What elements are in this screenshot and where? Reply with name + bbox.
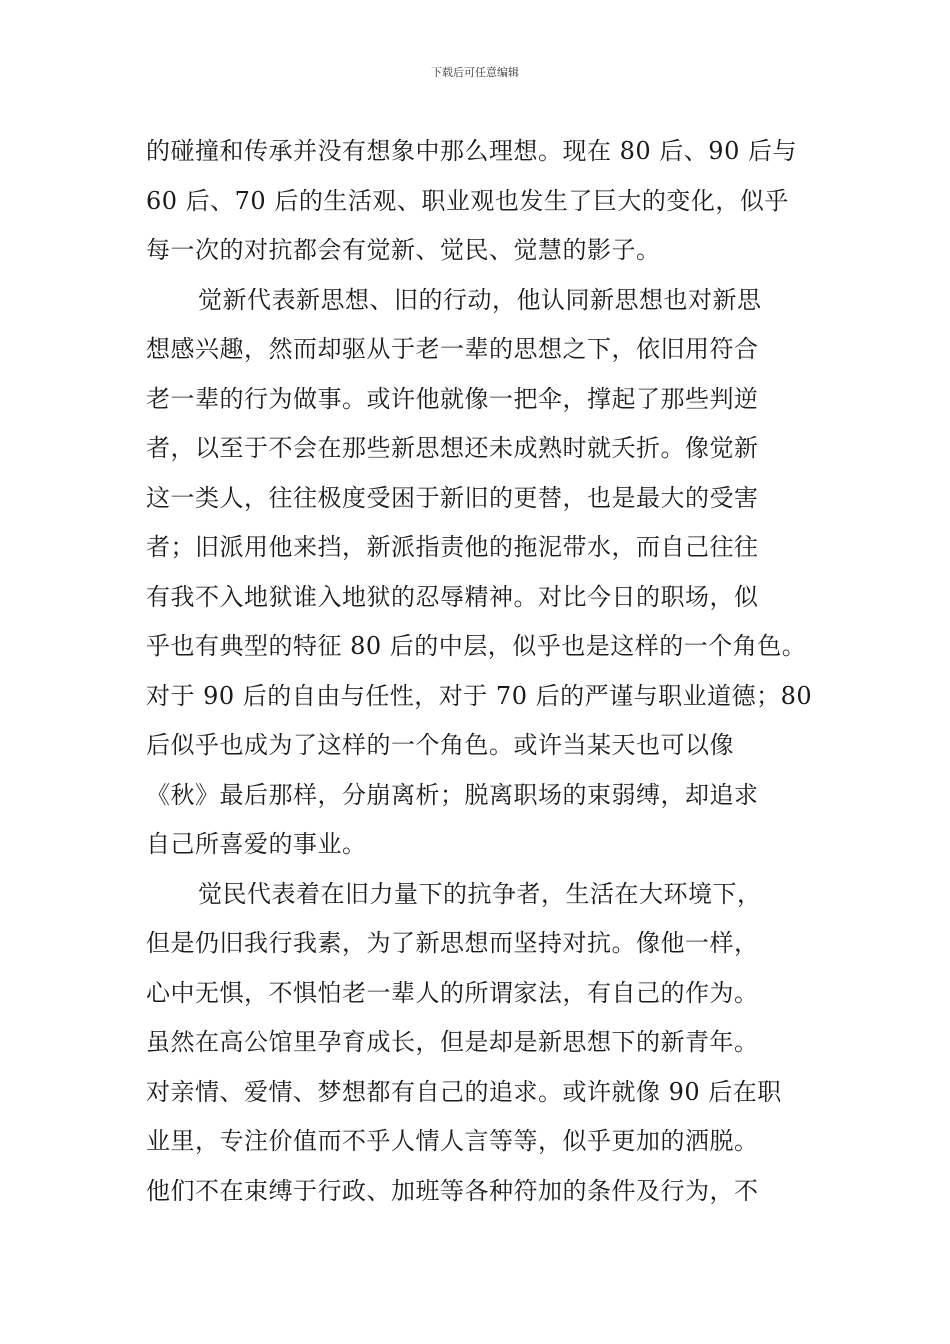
text-line: 乎也有典型的特征 80 后的中层，似乎也是这样的一个角色。: [146, 632, 807, 660]
paragraph-start-line: 觉新代表新思想、旧的行动，他认同新思想也对新思: [198, 285, 762, 314]
page-header: 下载后可任意编辑: [431, 66, 519, 79]
text-line: 他们不在束缚于行政、加班等各种符加的条件及行为，不: [146, 1176, 759, 1205]
text-line: 但是仍旧我行我素，为了新思想而坚持对抗。像他一样，: [146, 929, 759, 957]
text-line: 自己所喜爱的事业。: [146, 830, 367, 858]
paragraph-start-line: 觉民代表着在旧力量下的抗争者，生活在大环境下，: [198, 879, 762, 908]
document-body: [146, 127, 836, 1216]
text-line: 业里，专注价值而不乎人情人言等等，似乎更加的洒脱。: [146, 1127, 759, 1155]
text-line: 的碰撞和传承并没有想象中那么理想。现在 80 后、90 后与: [146, 137, 797, 165]
text-line: 《秋》最后那样，分崩离析；脱离职场的束弱缚，却追求: [146, 780, 759, 809]
text-line: 每一次的对抗都会有觉新、觉民、觉慧的影子。: [146, 236, 661, 264]
text-line: 后似乎也成为了这样的一个角色。或许当某天也可以像: [146, 731, 734, 759]
text-line: 者，以至于不会在那些新思想还未成熟时就夭折。像觉新: [146, 434, 759, 462]
text-line: 对亲情、爱情、梦想都有自己的追求。或许就像 90 后在职: [146, 1077, 782, 1106]
text-line: 老一辈的行为做事。或许他就像一把伞，撑起了那些判逆: [146, 384, 759, 413]
text-line: 想感兴趣，然而却驱从于老一辈的思想之下，依旧用符合: [146, 335, 759, 363]
text-line: 这一类人，往往极度受困于新旧的更替，也是最大的受害: [146, 483, 759, 512]
text-line: 对于 90 后的自由与任性，对于 70 后的严谨与职业道德；80: [146, 681, 813, 710]
text-line: 者；旧派用他来挡，新派指责他的拖泥带水，而自己往往: [146, 533, 759, 561]
text-line: 虽然在高公馆里孕育成长，但是却是新思想下的新青年。: [146, 1028, 759, 1056]
text-line: 60 后、70 后的生活观、职业观也发生了巨大的变化，似乎: [146, 186, 789, 215]
text-line: 心中无惧，不惧怕老一辈人的所谓家法，有自己的作为。: [146, 978, 759, 1007]
text-line: 有我不入地狱谁入地狱的忍辱精神。对比今日的职场，似: [146, 582, 759, 611]
